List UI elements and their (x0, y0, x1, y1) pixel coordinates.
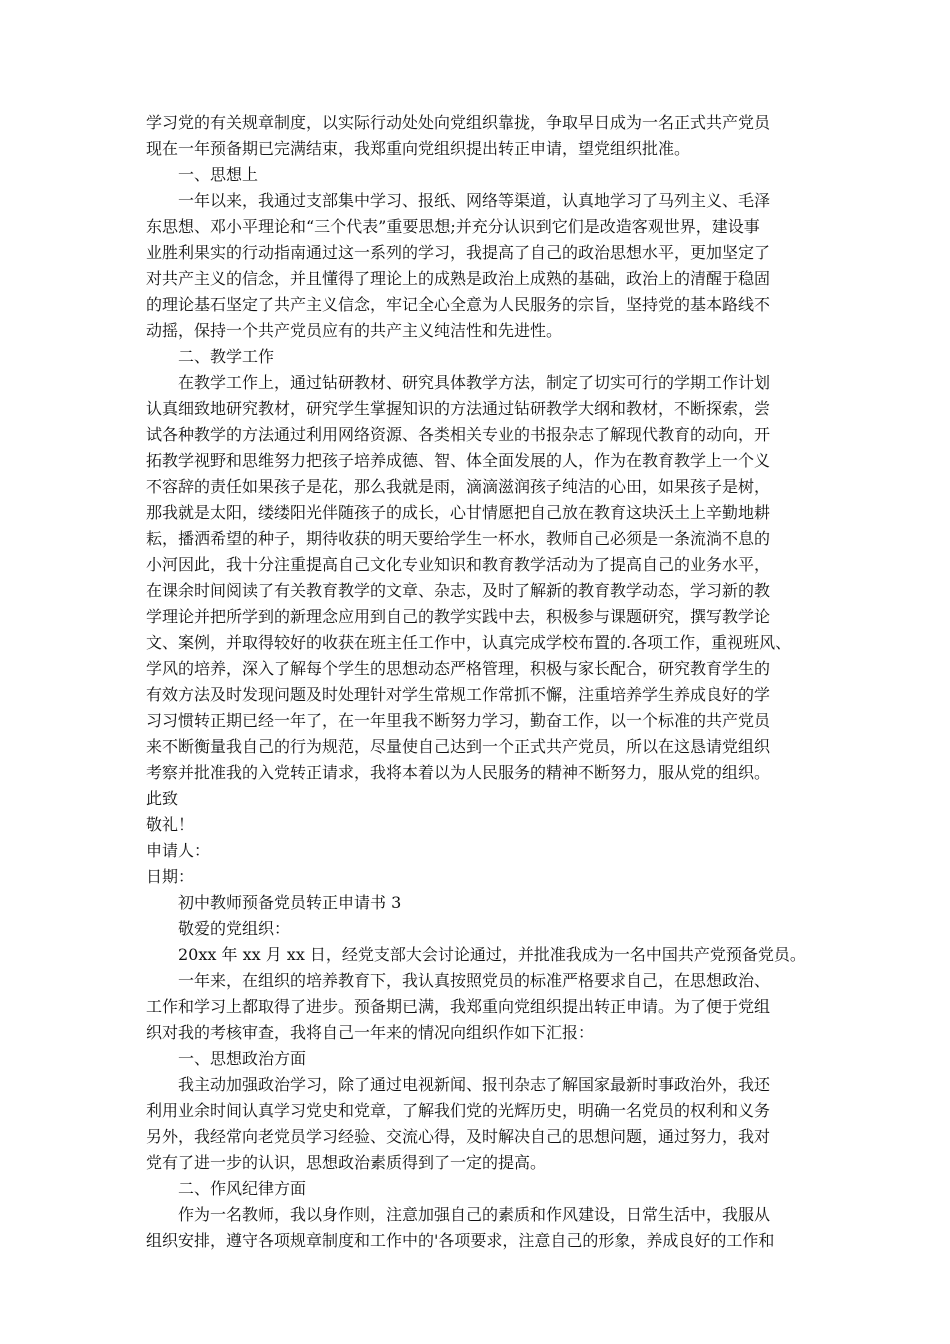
text-line: 在教学工作上，通过钻研教材、研究具体教学方法，制定了切实可行的学期工作计划 (178, 373, 771, 392)
text-line: 作为一名教师，我以身作则，注意加强自己的素质和作风建设，日常生活中，我服从 (178, 1205, 771, 1224)
text-line: 业胜利果实的行动指南通过这一系列的学习，我提高了自己的政治思想水平，更加坚定了 (146, 243, 771, 262)
text-line: 文、案例，并取得较好的收获在班主任工作中，认真完成学校布置的.各项工作，重视班风、 (146, 633, 792, 652)
text-line: 二、教学工作 (178, 347, 275, 366)
text-line: 初中教师预备党员转正申请书 3 (178, 893, 402, 912)
text-line: 组织安排，遵守各项规章制度和工作中的'各项要求，注意自己的形象，养成良好的工作和 (146, 1231, 775, 1250)
text-line: 申请人： (146, 841, 211, 860)
text-line: 现在一年预备期已完满结束，我郑重向党组织提出转正申请，望党组织批准。 (146, 139, 691, 158)
text-line: 考察并批准我的入党转正请求，我将本着以为人民服务的精神不断努力，服从党的组织。 (146, 763, 771, 782)
text-line: 有效方法及时发现问题及时处理针对学生常规工作常抓不懈，注重培养学生养成良好的学 (146, 685, 771, 704)
text-line: 二、作风纪律方面 (178, 1179, 307, 1198)
text-line: 的理论基石坚定了共产主义信念，牢记全心全意为人民服务的宗旨，坚持党的基本路线不 (146, 295, 771, 314)
text-line: 拓教学视野和思维努力把孩子培养成德、智、体全面发展的人，作为在教育教学上一个义 (146, 451, 771, 470)
text-line: 敬礼！ (146, 815, 195, 834)
text-line: 20xx 年 xx 月 xx 日，经党支部大会讨论通过，并批准我成为一名中国共产党预备党员。 (178, 945, 806, 964)
text-line: 习习惯转正期已经一年了，在一年里我不断努力学习，勤奋工作，以一个标准的共产党员 (146, 711, 771, 730)
text-line: 利用业余时间认真学习党史和党章，了解我们党的光辉历史，明确一名党员的权利和义务 (146, 1101, 771, 1120)
text-line: 动摇，保持一个共产党员应有的共产主义纯洁性和先进性。 (146, 321, 563, 340)
text-line: 不容辞的责任如果孩子是花，那么我就是雨，滴滴滋润孩子纯洁的心田，如果孩子是树， (146, 477, 771, 496)
text-line: 来不断衡量我自己的行为规范，尽量使自己达到一个正式共产党员，所以在这恳请党组织 (146, 737, 771, 756)
text-line: 学理论并把所学到的新理念应用到自己的教学实践中去，积极参与课题研究，撰写教学论 (146, 607, 771, 626)
text-line: 党有了进一步的认识，思想政治素质得到了一定的提高。 (146, 1153, 547, 1172)
text-line: 对共产主义的信念，并且懂得了理论上的成熟是政治上成熟的基础，政治上的清醒于稳固 (146, 269, 771, 288)
text-line: 小河因此，我十分注重提高自己文化专业知识和教育教学活动为了提高自己的业务水平， (146, 555, 771, 574)
text-line: 我主动加强政治学习，除了通过电视新闻、报刊杂志了解国家最新时事政治外，我还 (178, 1075, 771, 1094)
text-line: 一年来，在组织的培养教育下，我认真按照党员的标准严格要求自己，在思想政治、 (178, 971, 771, 990)
text-line: 一年以来，我通过支部集中学习、报纸、网络等渠道，认真地学习了马列主义、毛泽 (178, 191, 771, 210)
text-line: 在课余时间阅读了有关教育教学的文章、杂志，及时了解新的教育教学动态，学习新的教 (146, 581, 771, 600)
text-line: 织对我的考核审查，我将自己一年来的情况向组织作如下汇报： (146, 1023, 595, 1042)
text-line: 东思想、邓小平理论和“三个代表”重要思想;并充分认识到它们是改造客观世界，建设事 (146, 217, 760, 236)
text-line: 敬爱的党组织： (178, 919, 291, 938)
text-line: 试各种教学的方法通过利用网络资源、各类相关专业的书报杂志了解现代教育的动向，开 (146, 425, 771, 444)
text-line: 另外，我经常向老党员学习经验、交流心得，及时解决自己的思想问题，通过努力，我对 (146, 1127, 771, 1146)
text-line: 那我就是太阳，缕缕阳光伴随孩子的成长，心甘情愿把自己放在教育这块沃土上辛勤地耕 (146, 503, 771, 522)
text-line: 一、思想上 (178, 165, 259, 184)
text-line: 一、思想政治方面 (178, 1049, 307, 1068)
document-body (146, 110, 814, 1254)
text-line: 耘，播洒希望的种子，期待收获的明天要给学生一杯水，教师自己必须是一条流淌不息的 (146, 529, 771, 548)
text-line: 工作和学习上都取得了进步。预备期已满，我郑重向党组织提出转正申请。为了便于党组 (146, 997, 771, 1016)
text-line: 认真细致地研究教材，研究学生掌握知识的方法通过钻研教学大纲和教材，不断探索，尝 (146, 399, 771, 418)
text-line: 学风的培养，深入了解每个学生的思想动态严格管理，积极与家长配合，研究教育学生的 (146, 659, 771, 678)
text-line: 日期： (146, 867, 195, 886)
text-line: 此致 (146, 789, 179, 808)
text-line: 学习党的有关规章制度，以实际行动处处向党组织靠拢，争取早日成为一名正式共产党员 (146, 113, 771, 132)
